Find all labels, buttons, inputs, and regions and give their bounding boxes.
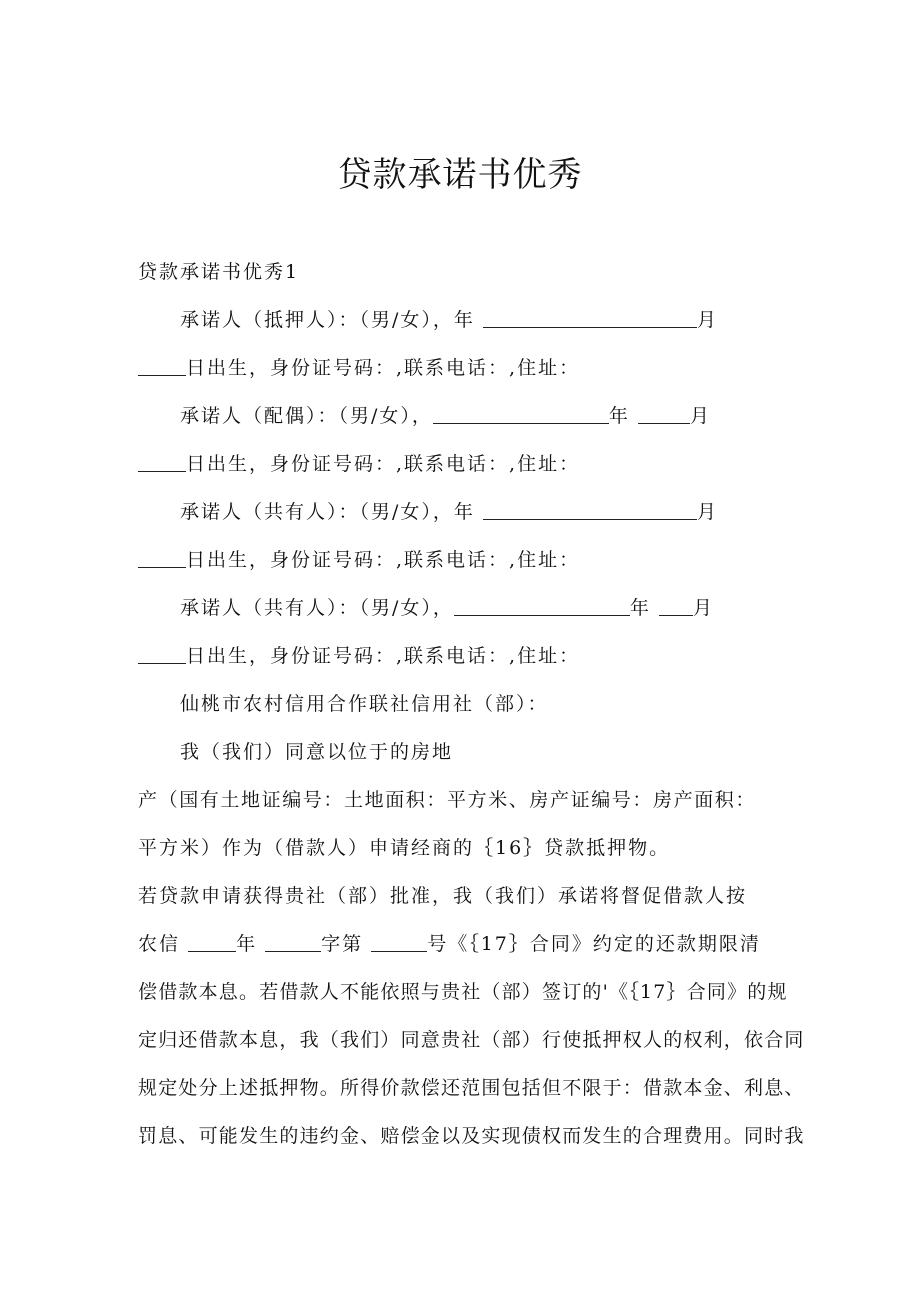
year-blank [483,499,697,520]
body-paragraph-line: 平方米）作为（借款人）申请经商的｛16｝贷款抵押物。 [138,837,671,859]
body-paragraph-line: 罚息、可能发生的违约金、赔偿金以及实现债权而发生的合理费用。同时我 [138,1125,805,1147]
month-blank [659,595,693,616]
ref-number-blank [371,931,427,952]
promisor-coowner-details [138,545,580,575]
body-paragraph-line: 若贷款申请获得贵社（部）批准，我（我们）承诺将督促借款人按 [138,885,748,907]
body-paragraph-line: 规定处分上述抵押物。所得价款偿还范围包括但不限于：借款本金、利息、 [138,1077,805,1099]
loan-ref-suffix: 号《｛17｝合同》约定的还款期限清 [427,933,761,955]
year-label: 年 [608,405,630,427]
name-blank [433,403,609,424]
month-label: 月 [696,309,718,331]
name-blank [454,595,630,616]
promisor-coowner-2-line [180,593,714,623]
month-label: 月 [692,597,714,619]
year-label: 年 [629,597,651,619]
day-blank [138,643,186,664]
day-blank [138,547,186,568]
body-paragraph-line: 偿借款本息。若借款人不能依照与贵社（部）签订的'《｛17｝合同》的规 [138,981,788,1003]
year-blank [483,307,697,328]
promisor-spouse-details [138,449,580,479]
loan-contract-reference-line [138,929,761,959]
promisor-mortgagor-details [138,353,580,383]
day-blank [138,451,186,472]
promisor-coowner-label: 承诺人（共有人）：（男/女），年 [180,501,475,523]
loan-ref-prefix: 农信 [138,933,181,955]
body-paragraph-line: 定归还借款本息，我（我们）同意贵社（部）行使抵押权人的权利，依合同 [138,1029,805,1051]
birth-id-contact-label: 日出生，身份证号码：,联系电话：,住址： [186,453,581,475]
promisor-coowner-line [180,497,718,527]
addressee: 仙桃市农村信用合作联社信用社（部）： [180,693,549,715]
ref-word-blank [265,931,321,952]
section-heading: 贷款承诺书优秀1 [138,261,300,283]
day-blank [138,355,186,376]
birth-id-contact-label: 日出生，身份证号码：,联系电话：,住址： [186,645,581,667]
month-label: 月 [689,405,711,427]
body-paragraph-line: 产（国有土地证编号：土地面积：平方米、房产证编号：房产面积： [138,789,757,811]
body-paragraph-line: 我（我们）同意以位于的房地 [180,741,454,763]
promisor-coowner-2-label: 承诺人（共有人）：（男/女）， [180,597,454,619]
document-title: 贷款承诺书优秀 [337,155,583,195]
promisor-mortgagor-label: 承诺人（抵押人）：（男/女），年 [180,309,475,331]
birth-id-contact-label: 日出生，身份证号码：,联系电话：,住址： [186,357,581,379]
ref-year-blank [188,931,236,952]
month-label: 月 [696,501,718,523]
birth-id-contact-label: 日出生，身份证号码：,联系电话：,住址： [186,549,581,571]
loan-ref-year: 年 [236,933,258,955]
promisor-mortgagor-line [180,305,718,335]
promisor-spouse-line [180,401,711,431]
month-blank [638,403,690,424]
promisor-coowner-2-details [138,641,580,671]
promisor-spouse-label: 承诺人（配偶）：（男/女）， [180,405,433,427]
loan-ref-word: 字第 [321,933,364,955]
